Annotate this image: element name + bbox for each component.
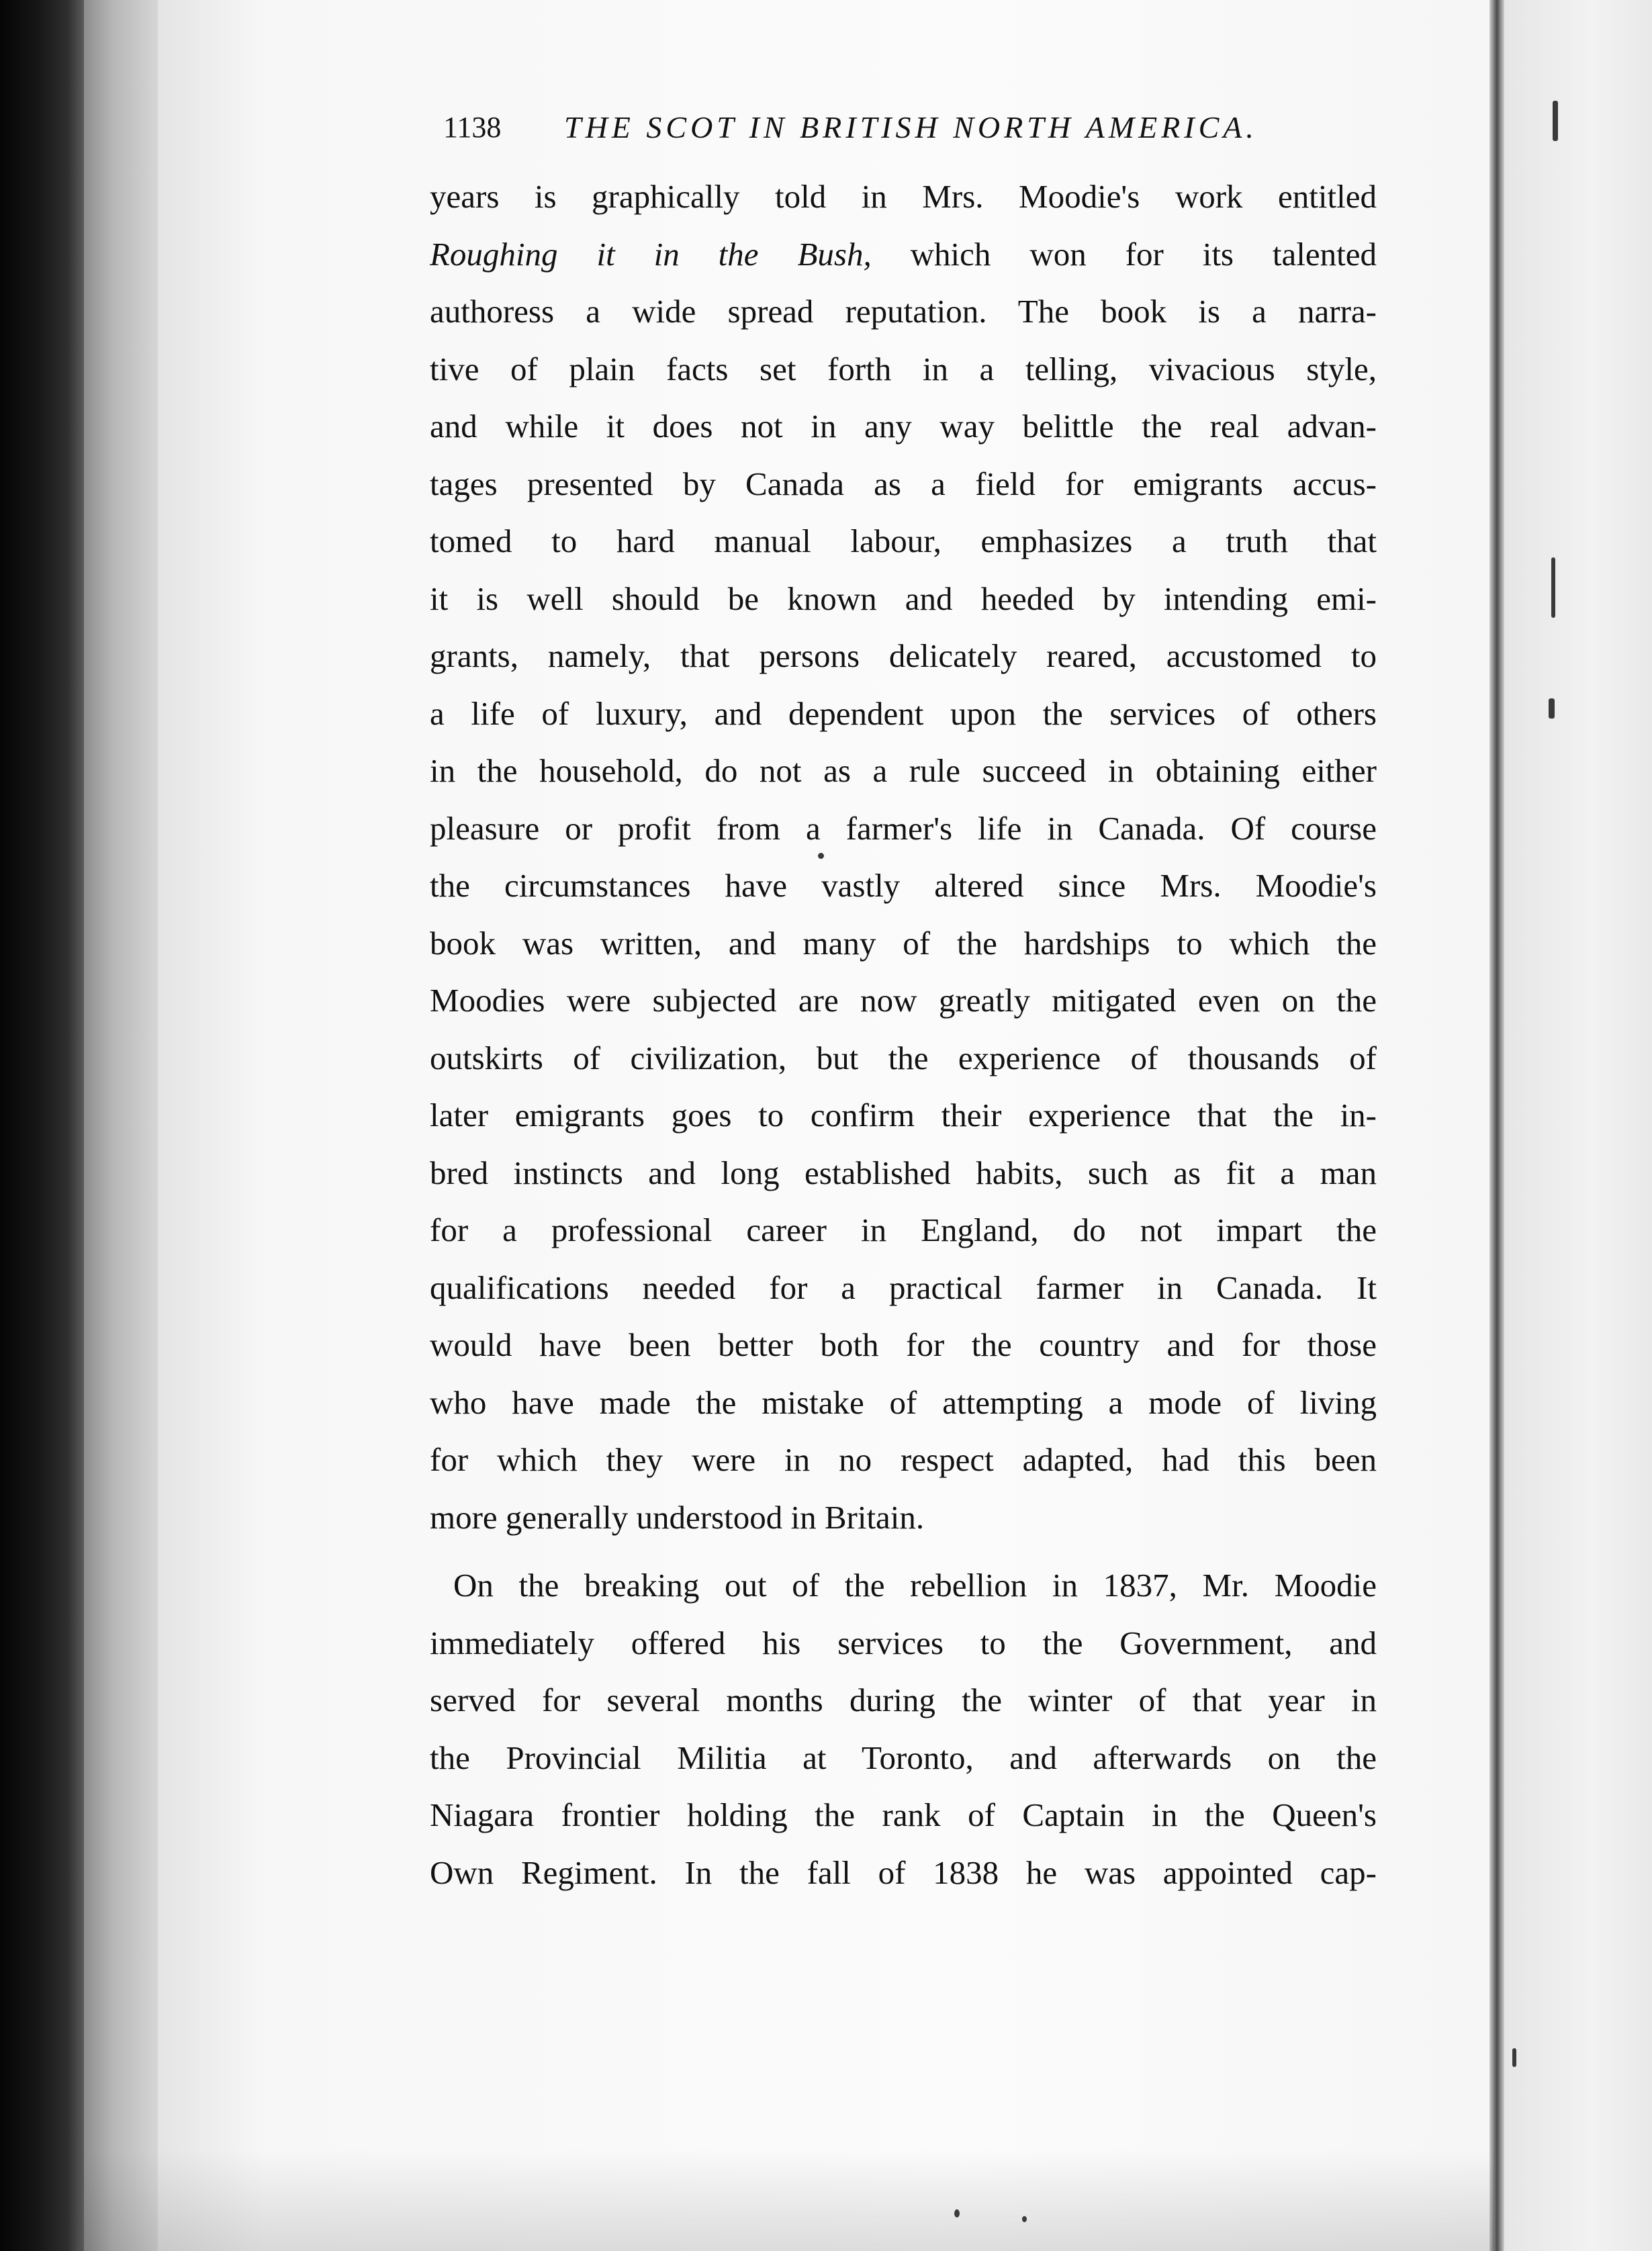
page-number: 1138 xyxy=(443,111,502,144)
text-line: more generally understood in Britain. xyxy=(430,1498,925,1536)
text-line: who have made the mistake of attempting a mode of living xyxy=(430,1383,1377,1421)
text-line: book was written, and many of the hardships to which the xyxy=(430,924,1377,962)
body-text xyxy=(430,168,1377,1901)
scan-speck xyxy=(954,2209,960,2217)
running-header xyxy=(443,101,1504,154)
text-line: tive of plain facts set forth in a telling, vivacious style, xyxy=(430,350,1377,387)
scan-speck xyxy=(1022,2216,1027,2222)
text-line-continuation: which won for its talented xyxy=(910,235,1377,273)
scan-speck xyxy=(1549,698,1555,719)
text-line: outskirts of civilization, but the experience of thousands of xyxy=(430,1039,1377,1076)
text-line: bred instincts and long established habits, such as fit a man xyxy=(430,1154,1377,1191)
page-bottom-shadow xyxy=(84,2149,1494,2251)
text-line: the Provincial Militia at Toronto, and afterwards on the xyxy=(430,1739,1377,1776)
text-line: it is well should be known and heeded by intending emi- xyxy=(430,580,1377,617)
text-line: would have been better both for the country and for those xyxy=(430,1326,1377,1363)
text-line: a life of luxury, and dependent upon the services of others xyxy=(430,694,1377,732)
book-title: Roughing it in the Bush, xyxy=(430,235,872,273)
text-line: Moodies were subjected are now greatly mitigated even on the xyxy=(430,982,1377,1019)
text-line: tomed to hard manual labour, emphasizes a truth that xyxy=(430,522,1377,559)
text-line: in the household, do not as a rule succeed in obtaining either xyxy=(430,752,1377,789)
text-line: served for several months during the winter of that year in xyxy=(430,1682,1377,1718)
facing-page-edge xyxy=(1489,0,1504,2251)
text-line: for a professional career in England, do not impart the xyxy=(430,1211,1377,1248)
text-line: On the breaking out of the rebellion in 1837, Mr. Moodie xyxy=(453,1567,1377,1604)
scan-speck xyxy=(1512,2048,1516,2067)
text-line: pleasure or profit from a farmer's life in Canada. Of course xyxy=(430,809,1377,847)
text-line: immediately offered his services to the Government, and xyxy=(430,1624,1377,1661)
text-line xyxy=(430,226,1377,283)
running-title: THE SCOT IN BRITISH NORTH AMERICA. xyxy=(564,110,1258,144)
text-line: tages presented by Canada as a field for emigrants accus- xyxy=(430,465,1377,502)
text-line: years is graphically told in Mrs. Moodie's work entitled xyxy=(430,178,1377,215)
text-line: later emigrants goes to confirm their experience that the in- xyxy=(430,1097,1377,1134)
text-line: for which they were in no respect adapted, had this been xyxy=(430,1441,1377,1478)
book-gutter xyxy=(84,0,158,2251)
text-line: Niagara frontier holding the rank of Captain in the Queen's xyxy=(430,1796,1377,1833)
text-line: and while it does not in any way belittle the real advan- xyxy=(430,408,1377,445)
scan-speck xyxy=(1553,101,1558,141)
text-line: qualifications needed for a practical farmer in Canada. It xyxy=(430,1269,1377,1306)
scan-speck xyxy=(1551,557,1555,618)
text-line: grants, namely, that persons delicately reared, accustomed to xyxy=(430,637,1377,674)
text-line: the circumstances have vastly altered since Mrs. Moodie's xyxy=(430,867,1377,904)
scan-left-border xyxy=(0,0,84,2251)
text-line: Own Regiment. In the fall of 1838 he was appointed cap- xyxy=(430,1853,1377,1891)
facing-page-strip xyxy=(1504,0,1652,2251)
text-line: authoress a wide spread reputation. The book is a narra- xyxy=(430,293,1377,330)
